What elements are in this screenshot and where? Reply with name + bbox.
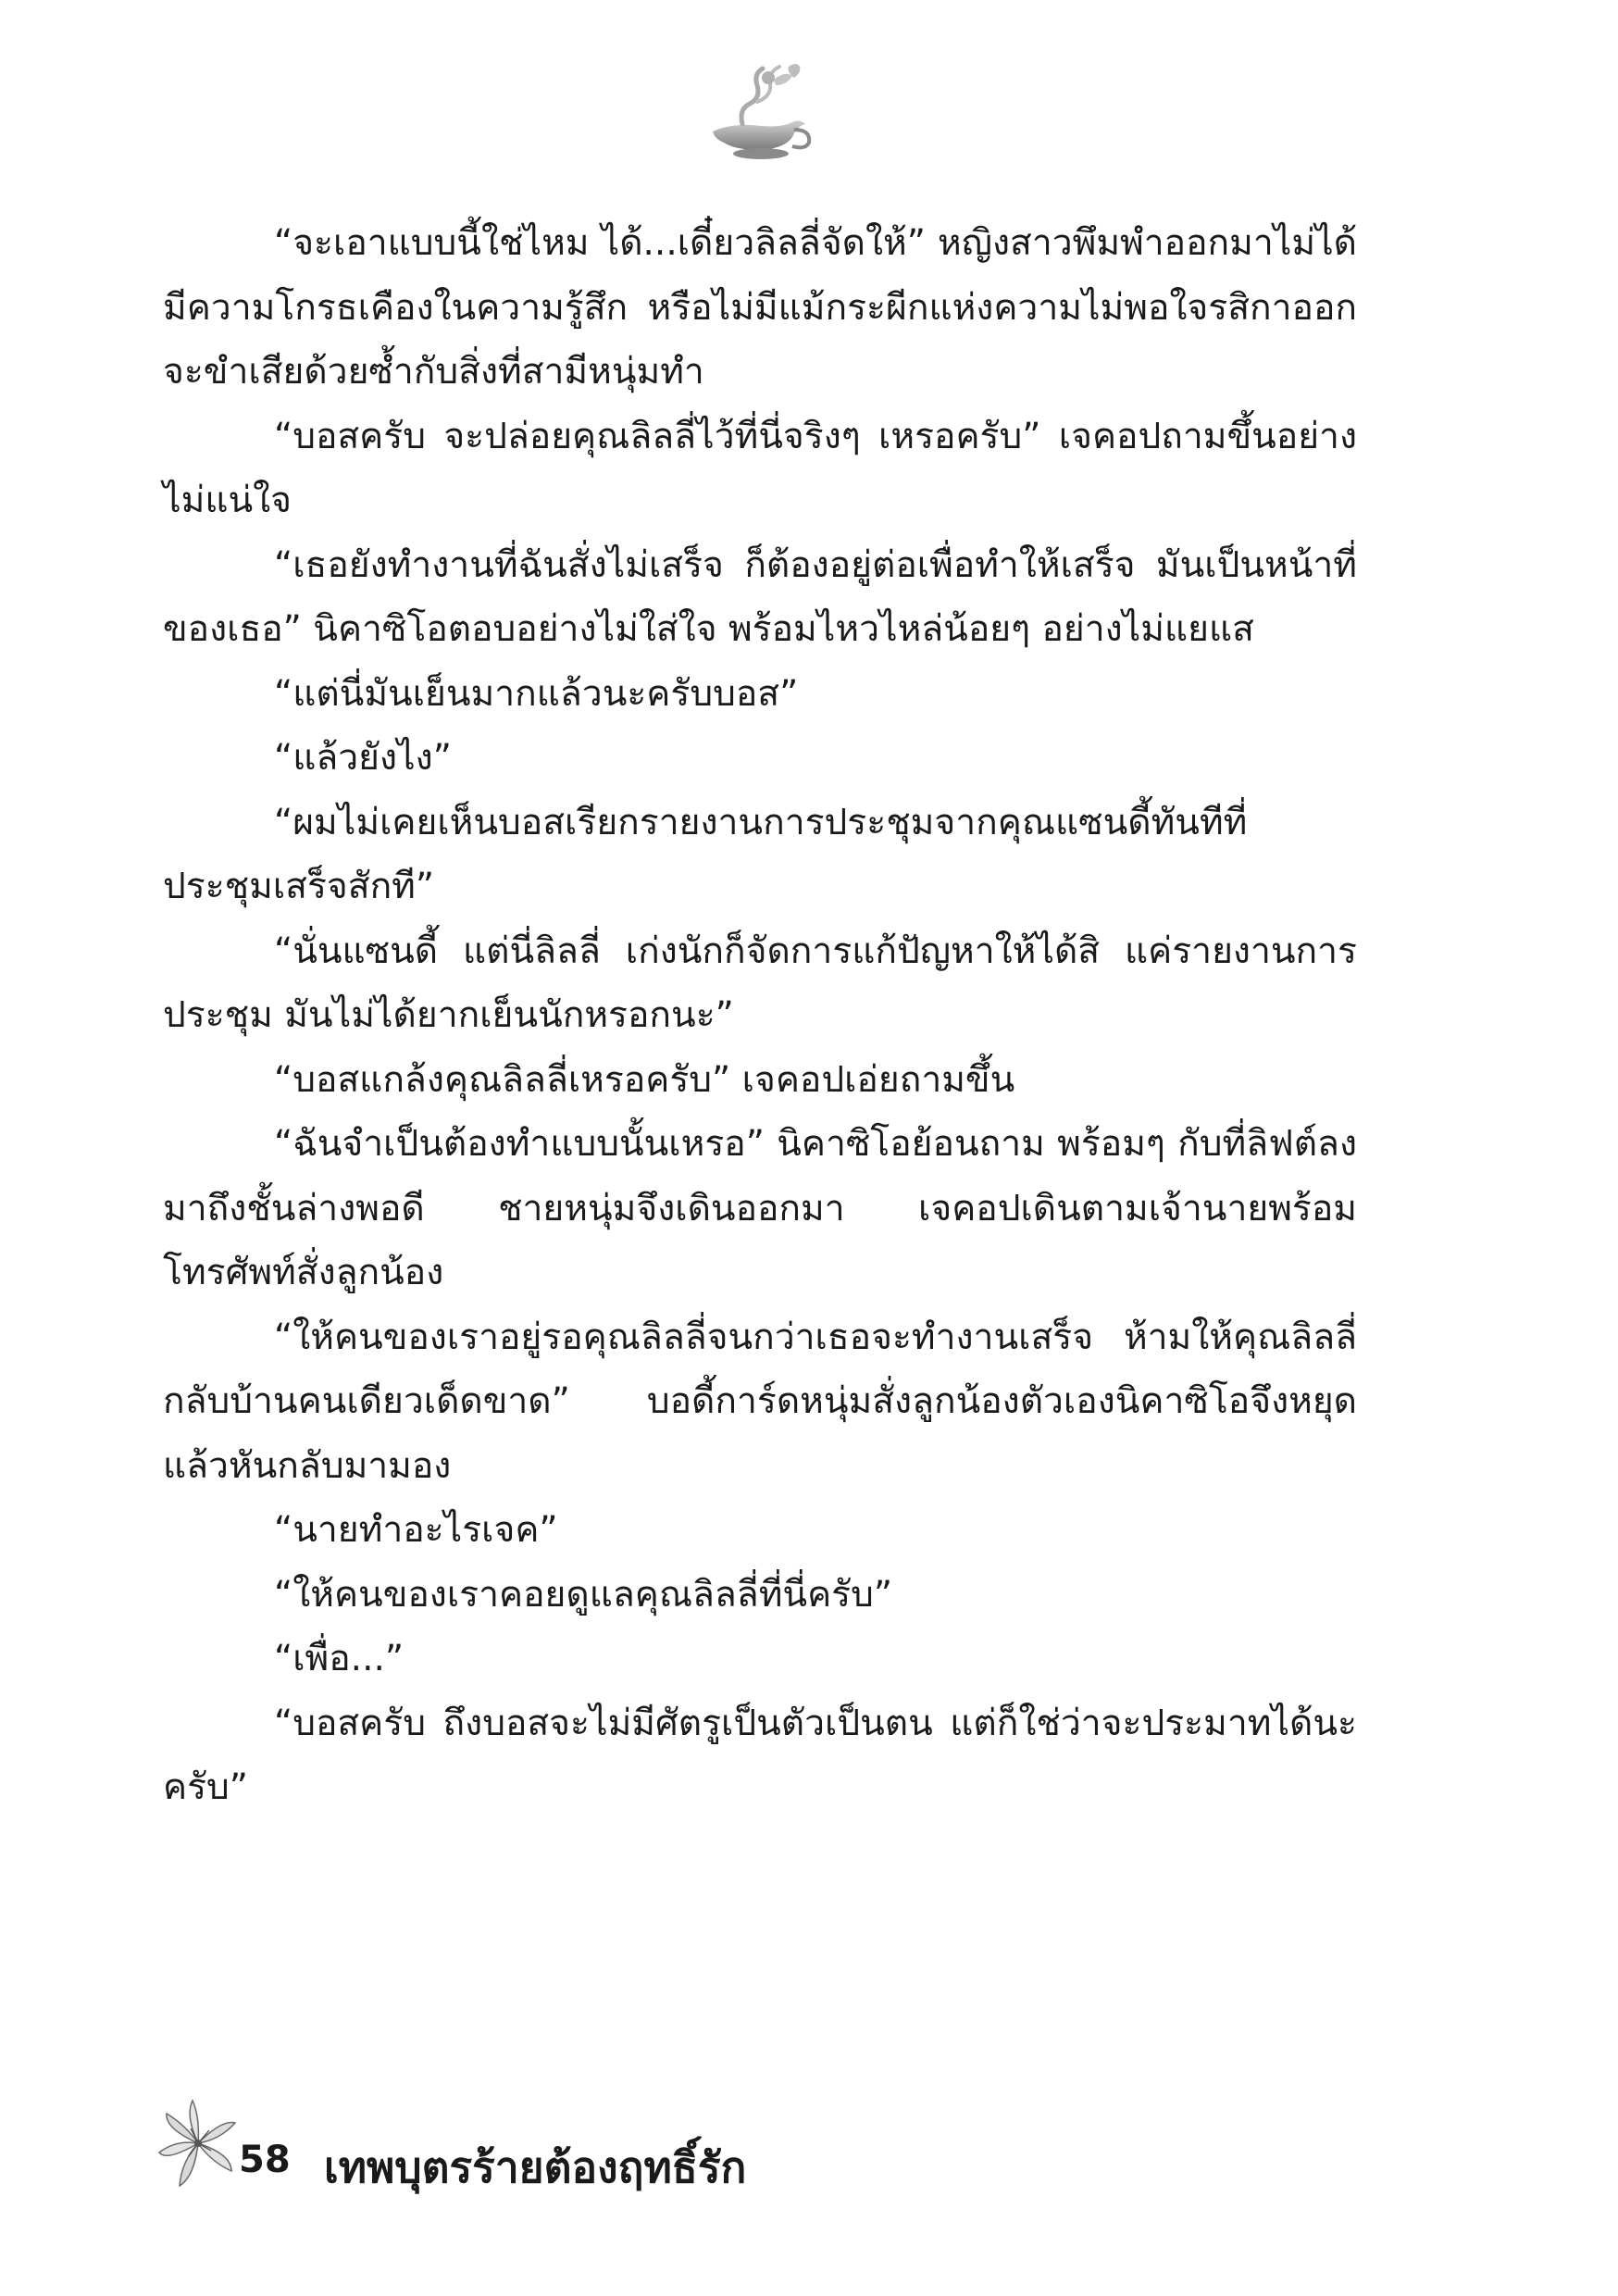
paragraph: “ให้คนของเราอยู่รอคุณลิลลี่จนกว่าเธอจะทำงานเสร็จ ห้ามให้คุณลิลลี่กลับบ้านคนเดียวเด็ดขาด” บอดี้การ์ดหนุ่มสั่งลูกน้องตัวเองนิคาซิโอจึงหยุดแล้วหันกลับมามอง — [163, 1316, 1357, 1487]
book-title: เทพบุตรร้ายต้องฤทธิ์รัก — [324, 2142, 747, 2192]
paragraph: “เธอยังทำงานที่ฉันสั่งไม่เสร็จ ก็ต้องอยู่ต่อเพื่อทำให้เสร็จ มันเป็นหน้าที่ของเธอ” นิคาซิโอตอบอย่างไม่ใส่ใจ พร้อมไหวไหล่น้อยๆ อย่างไม่แยแส — [163, 543, 1357, 650]
chapter-body — [163, 211, 1357, 1820]
paragraph: “บอสครับ จะปล่อยคุณลิลลี่ไว้ที่นี่จริงๆ เหรอครับ” เจคอปถามขึ้นอย่างไม่แน่ใจ — [163, 415, 1357, 521]
paragraph: “ผมไม่เคยเห็นบอสเรียกรายงานการประชุมจากคุณแซนดี้ทันทีที่ประชุมเสร็จสักที” — [163, 801, 1248, 907]
paragraph: “แต่นี่มันเย็นมากแล้วนะครับบอส” — [274, 672, 799, 715]
genie-lamp-ornament-icon — [696, 57, 816, 168]
paragraph: “ฉันจำเป็นต้องทำแบบนั้นเหรอ” นิคาซิโอย้อนถาม พร้อมๆ กับที่ลิฟต์ลงมาถึงชั้นล่างพอดี ชายหนุ่มจึงเดินออกมา เจคอปเดินตามเจ้านายพร้อมโทรศัพท์สั่งลูกน้อง — [163, 1123, 1357, 1293]
paragraph: “บอสแกล้งคุณลิลลี่เหรอครับ” เจคอปเอ่ยถามขึ้น — [274, 1058, 1015, 1101]
paragraph: “แล้วยังไง” — [274, 737, 452, 779]
lily-flower-icon — [157, 2097, 239, 2190]
paragraph: “จะเอาแบบนี้ใช่ไหม ได้...เดี๋ยวลิลลี่จัดให้” หญิงสาวพึมพำออกมาไม่ได้มีความโกรธเคืองในความรู้สึก หรือไม่มีแม้กระผีกแห่งความไม่พอใจรสิกาออกจะขำเสียด้วยซ้ำกับสิ่งที่สามีหนุ่มทำ — [163, 222, 1357, 393]
paragraph: “บอสครับ ถึงบอสจะไม่มีศัตรูเป็นตัวเป็นตน แต่ก็ใช่ว่าจะประมาทได้นะครับ” — [163, 1702, 1357, 1808]
paragraph: “ให้คนของเราคอยดูแลคุณลิลลี่ที่นี่ครับ” — [274, 1573, 893, 1616]
page-footer — [157, 2097, 990, 2199]
paragraph: “นายทำอะไรเจค” — [274, 1509, 558, 1551]
paragraph: “เพื่อ...” — [274, 1638, 404, 1679]
page-number: 58 — [239, 2139, 291, 2181]
paragraph: “นั่นแซนดี้ แต่นี่ลิลลี่ เก่งนักก็จัดการแก้ปัญหาให้ได้สิ แค่รายงานการประชุม มันไม่ได้ยากเย็นนักหรอกนะ” — [163, 930, 1357, 1036]
